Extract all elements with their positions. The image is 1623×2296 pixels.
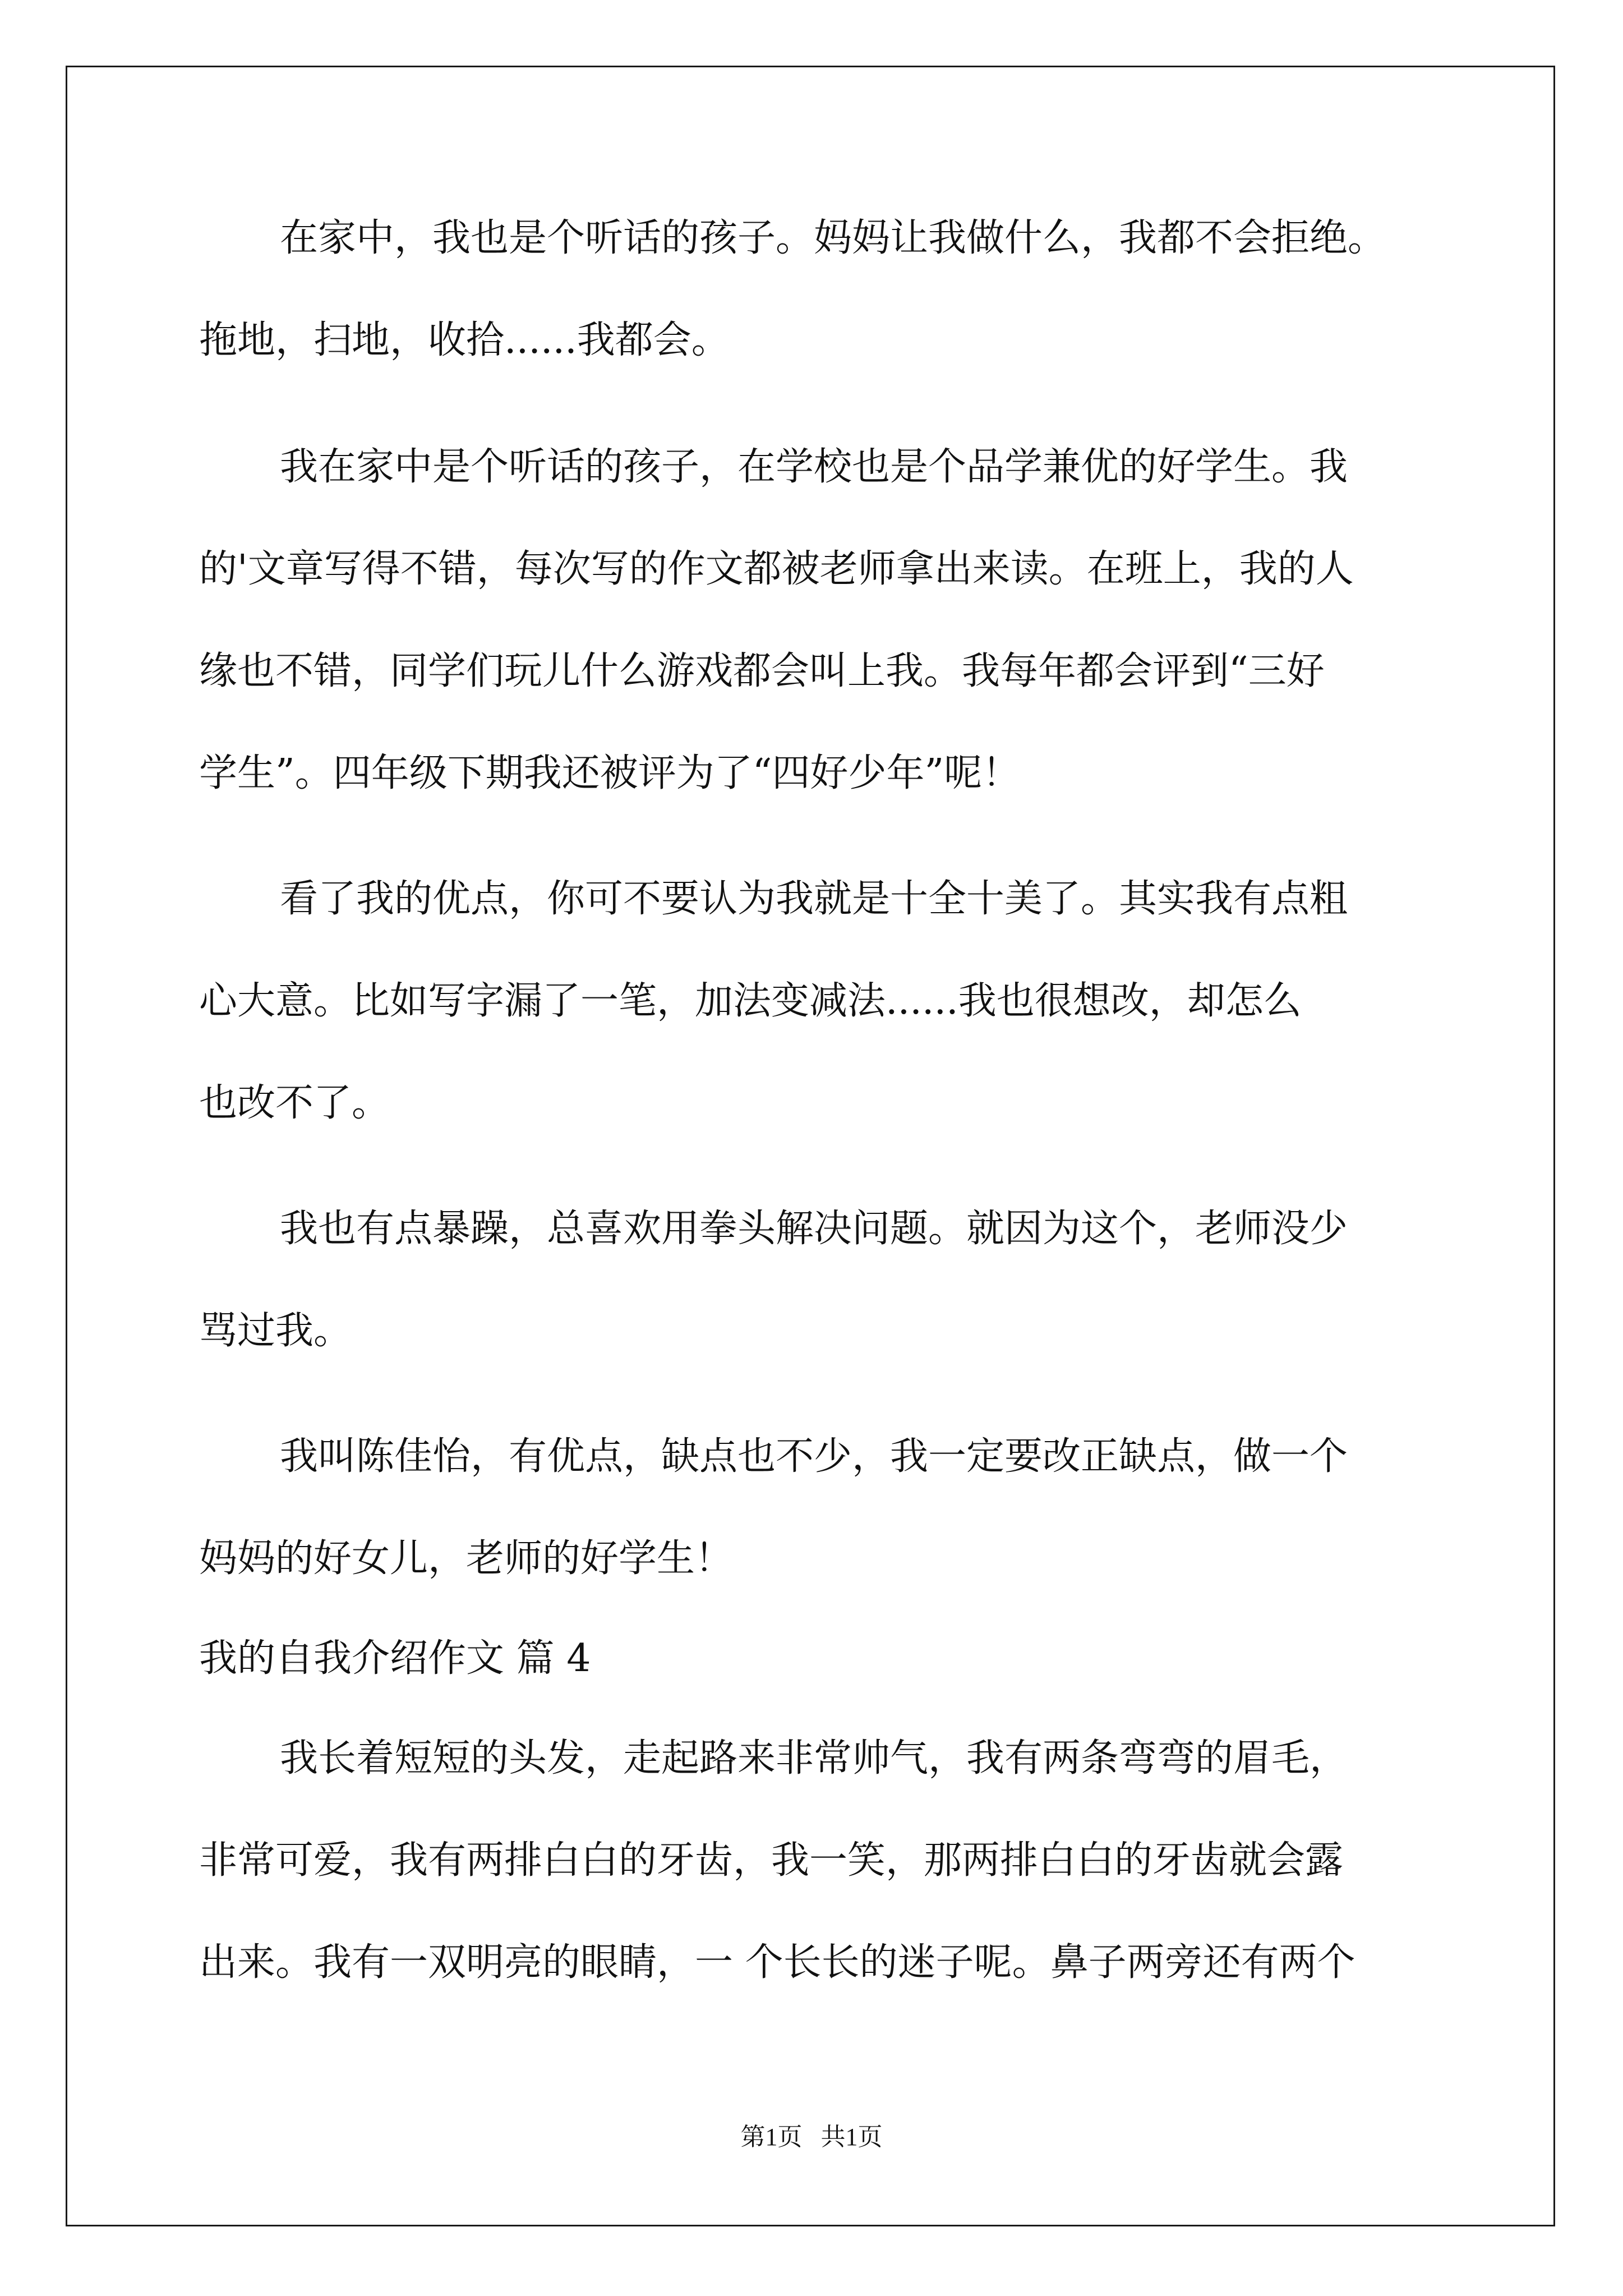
paragraph-line: 我叫陈佳怡，有优点，缺点也不少，我一定要改正缺点，做一个 (280, 1434, 1348, 1479)
paragraph-line: 学生”。四年级下期我还被评为了“四好少年”呢！ (199, 751, 1021, 795)
paragraph-line: 我长着短短的头发，走起路来非常帅气，我有两条弯弯的眉毛， (280, 1736, 1348, 1780)
section-heading: 我的自我介绍作文 篇 4 (199, 1636, 591, 1681)
paragraph-line: 拖地，扫地，收拾......我都会。 (199, 318, 730, 362)
paragraph-line: 在家中，我也是个听话的孩子。妈妈让我做什么，我都不会拒绝。 (280, 216, 1386, 260)
paragraph-line: 我也有点暴躁，总喜欢用拳头解决问题。就因为这个，老师没少 (280, 1207, 1348, 1251)
page-border (66, 66, 1555, 2226)
paragraph-line: 我在家中是个听话的孩子，在学校也是个品学兼优的好学生。我 (280, 445, 1348, 489)
paragraph-line: 也改不了。 (199, 1081, 390, 1125)
paragraph-line: 缘也不错，同学们玩儿什么游戏都会叫上我。我每年都会评到“三好 (199, 649, 1325, 693)
paragraph-line: 骂过我。 (199, 1309, 352, 1353)
paragraph-line: 出来。我有一双明亮的眼睛，一 个长长的迷子呢。鼻子两旁还有两个 (199, 1940, 1355, 1985)
paragraph-line: 看了我的优点，你可不要认为我就是十全十美了。其实我有点粗 (280, 877, 1348, 921)
page-number-footer: 第1页 共1页 (740, 2123, 883, 2151)
paragraph-line: 的'文章写得不错，每次写的作文都被老师拿出来读。在班上，我的人 (199, 547, 1354, 591)
paragraph-line: 非常可爱，我有两排白白的牙齿，我一笑，那两排白白的牙齿就会露 (199, 1838, 1344, 1883)
paragraph-line: 心大意。比如写字漏了一笔，加法变减法......我也很想改，却怎么 (199, 979, 1302, 1023)
paragraph-line: 妈妈的好女儿，老师的好学生！ (199, 1536, 734, 1581)
